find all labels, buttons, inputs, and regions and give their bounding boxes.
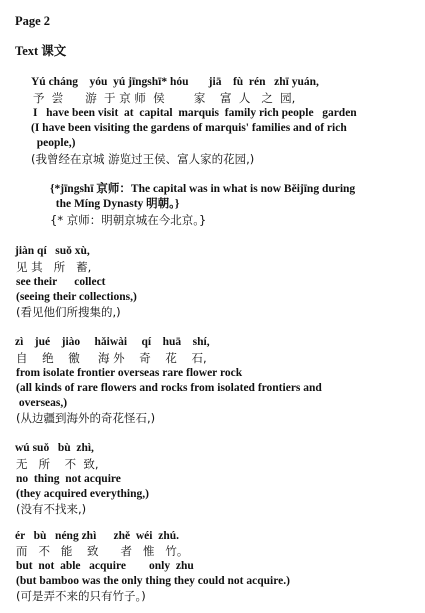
s4-pinyin: wú suǒ bù zhì, [15, 442, 94, 454]
s4-gloss: no thing not acquire [16, 473, 121, 485]
s3-translation-1: (all kinds of rare flowers and rocks from isolated frontiers and [16, 382, 322, 394]
s2-translation-chinese: (看见他们所搜集的,) [16, 305, 121, 319]
s1-translation-1: (I have been visiting the gardens of marquis' families and of rich [31, 122, 347, 134]
s3-translation-chinese: (从边疆到海外的奇花怪石,) [16, 411, 156, 425]
s1-gloss: I have been visit at capital marquis family rich people garden [33, 107, 357, 119]
s2-pinyin: jiàn qí suǒ xù, [15, 245, 90, 257]
s3-hanzi: 自 绝 徼 海 外 奇 花 石, [16, 351, 207, 365]
s1-translation-2: people,) [31, 137, 76, 149]
s3-translation-2: overseas,) [16, 397, 68, 409]
section-title: Text 课文 [15, 44, 67, 58]
s1-pinyin: Yú cháng yóu yú jīngshī* hóu jiā fù rén zhī yuán, [31, 76, 319, 88]
s1-translation-chinese: (我曾经在京城 游览过王侯、富人家的花园,) [31, 152, 255, 166]
s1-note-chinese: {* 京师：明朝京城在今北京。} [50, 213, 207, 227]
s3-pinyin: zì jué jiào hǎiwài qí huā shí, [15, 336, 210, 348]
s2-hanzi: 见 其 所 蓄, [16, 260, 92, 274]
s1-hanzi: 予 尝 游 于 京 师 侯 家 富 人 之 园, [33, 91, 296, 105]
s5-gloss: but not able acquire only zhu [16, 560, 194, 572]
s2-gloss: see their collect [16, 276, 106, 288]
s5-pinyin: ér bù néng zhì zhě wéi zhú. [15, 530, 179, 542]
s2-translation-1: (seeing their collections,) [16, 291, 137, 303]
s5-hanzi: 而 不 能 致 者 惟 竹。 [16, 544, 189, 558]
page-label: Page 2 [15, 14, 51, 28]
s1-note-1: {*jīngshī 京师：The capital was in what is now Běijīng during [50, 183, 356, 195]
s4-translation-1: (they acquired everything,) [16, 488, 149, 500]
s5-translation-1: (but bamboo was the only thing they could not acquire.) [16, 575, 290, 587]
s4-translation-chinese: (没有不找来,) [16, 502, 87, 516]
s1-note-2: the Míng Dynasty 明朝。} [50, 198, 180, 210]
s4-hanzi: 无 所 不 致, [16, 457, 99, 471]
s5-translation-chinese: (可是弄不来的只有竹子。) [16, 589, 146, 603]
s3-gloss: from isolate frontier overseas rare flower rock [16, 367, 243, 379]
